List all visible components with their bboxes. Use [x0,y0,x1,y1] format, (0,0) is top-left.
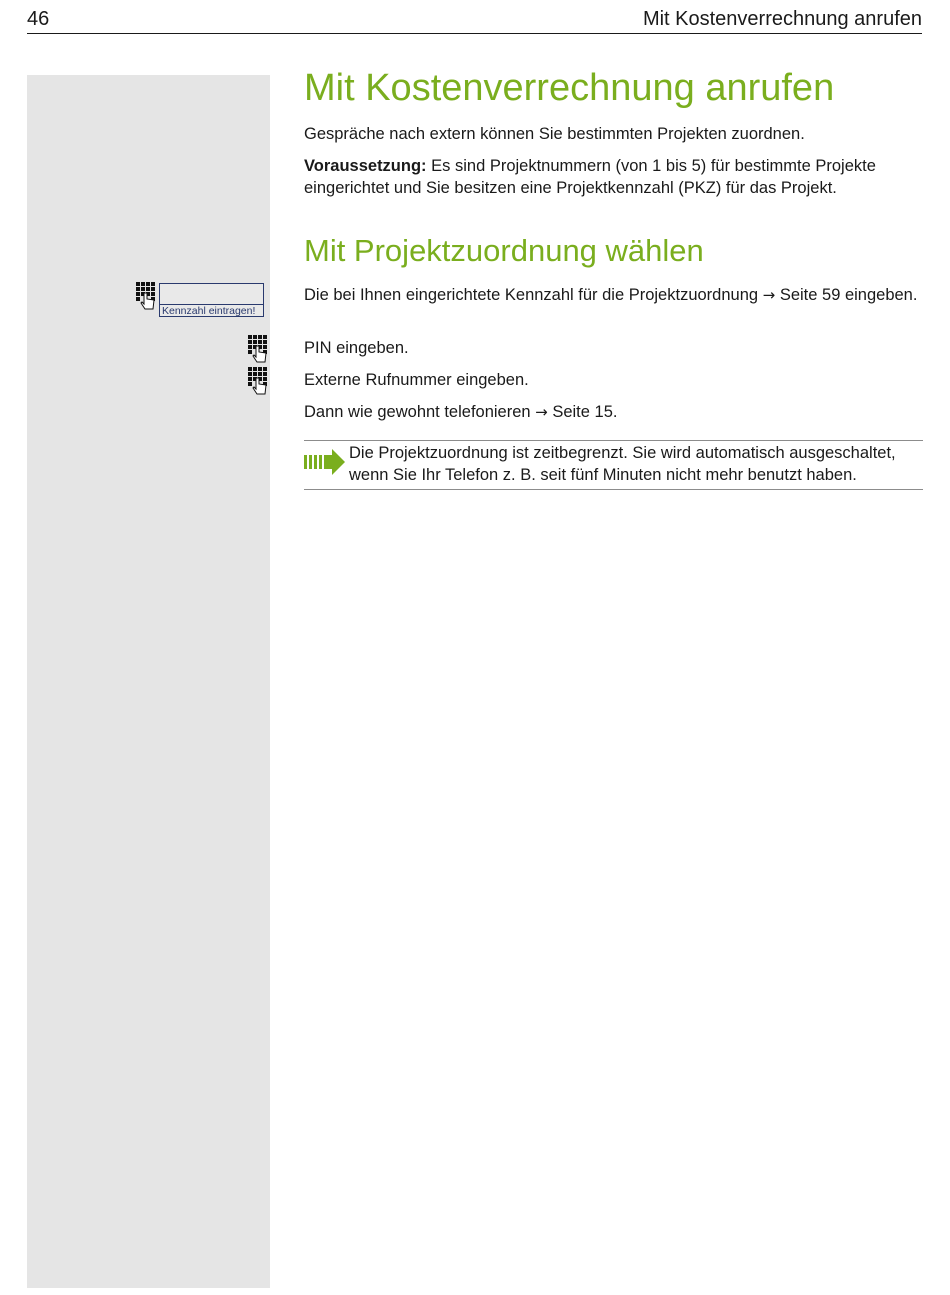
page-title: Mit Kostenverrechnung anrufen [304,67,835,109]
page-number: 46 [27,8,50,30]
note-text: Die Projektzuordnung ist zeitbegrenzt. Sie wird automatisch ausgeschaltet, wenn Sie Ihr Telefon z. B. seit fünf Minuten nicht mehr benutzt haben. [349,444,896,484]
arrow-icon: → [535,403,548,421]
keypad-icon [136,282,156,310]
prerequisite-body: Es sind Projektnummern (von 1 bis 5) für bestimmte Projekte eingerichtet und Sie besitzen eine Projektkennzahl (PKZ) für das Projekt. [304,157,876,197]
step-text [304,402,924,424]
arrow-icon: → [762,286,776,304]
step-body: Dann wie gewohnt telefonieren [304,403,531,421]
phone-display [159,283,264,317]
keypad-icon [248,367,268,395]
section-title: Mit Projektzuordnung wählen [304,233,704,268]
note-box [304,440,923,490]
note-arrow-icon [304,449,346,480]
prerequisite-text [304,156,924,199]
keypad-icon [248,335,268,363]
step-text [304,285,924,307]
intro-text: Gespräche nach extern können Sie bestimmten Projekten zuordnen. [304,125,805,143]
step-body: Die bei Ihnen eingerichtete Kennzahl für die Projektzuordnung [304,286,759,304]
step-text: Externe Rufnummer eingeben. [304,371,529,389]
display-prompt: Kennzahl eintragen! [162,305,256,317]
running-title: Mit Kostenverrechnung anrufen [642,8,922,30]
prerequisite-label: Voraussetzung: [304,157,427,175]
sidebar-column [27,75,270,1288]
step-text: PIN eingeben. [304,339,409,357]
page-reference-link[interactable]: Seite 59 eingeben. [775,286,918,304]
page-reference-link[interactable]: Seite 15. [547,403,618,421]
page-header [27,6,922,34]
